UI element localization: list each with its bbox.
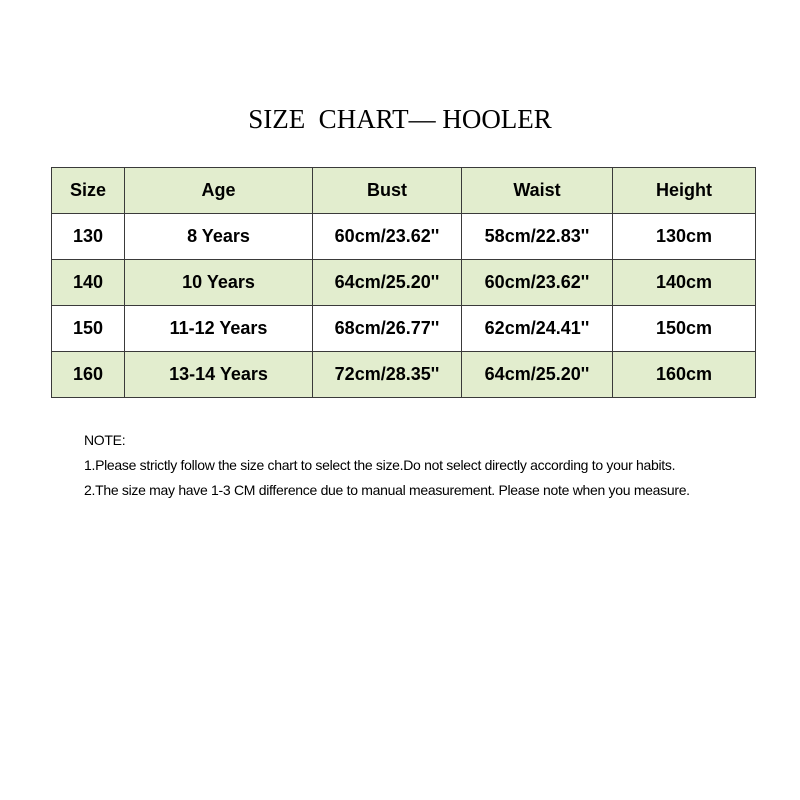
header-waist: Waist	[462, 168, 613, 214]
cell-age: 11-12 Years	[125, 306, 313, 352]
header-size: Size	[52, 168, 125, 214]
table-row	[52, 306, 756, 352]
table-header-row	[52, 168, 756, 214]
note-line-2: 2.The size may have 1-3 CM difference due to manual measurement. Please note when you measure.	[84, 482, 690, 498]
notes-section	[84, 430, 784, 505]
cell-age: 8 Years	[125, 214, 313, 260]
cell-height: 150cm	[613, 306, 756, 352]
cell-age: 10 Years	[125, 260, 313, 306]
cell-bust: 72cm/28.35''	[313, 352, 462, 398]
cell-height: 140cm	[613, 260, 756, 306]
table-row	[52, 260, 756, 306]
cell-bust: 64cm/25.20''	[313, 260, 462, 306]
cell-height: 160cm	[613, 352, 756, 398]
header-bust: Bust	[313, 168, 462, 214]
cell-height: 130cm	[613, 214, 756, 260]
cell-size: 130	[52, 214, 125, 260]
header-height: Height	[613, 168, 756, 214]
header-age: Age	[125, 168, 313, 214]
cell-bust: 60cm/23.62''	[313, 214, 462, 260]
table-row	[52, 214, 756, 260]
cell-size: 140	[52, 260, 125, 306]
cell-age: 13-14 Years	[125, 352, 313, 398]
cell-size: 160	[52, 352, 125, 398]
size-chart-table	[51, 167, 756, 398]
cell-waist: 62cm/24.41''	[462, 306, 613, 352]
cell-waist: 58cm/22.83''	[462, 214, 613, 260]
cell-size: 150	[52, 306, 125, 352]
table-row	[52, 352, 756, 398]
notes-heading: NOTE:	[84, 432, 126, 448]
cell-bust: 68cm/26.77''	[313, 306, 462, 352]
note-line-1: 1.Please strictly follow the size chart to select the size.Do not select directly according to your habits.	[84, 457, 676, 473]
cell-waist: 60cm/23.62''	[462, 260, 613, 306]
cell-waist: 64cm/25.20''	[462, 352, 613, 398]
page-title: SIZE CHART— HOOLER	[248, 104, 552, 134]
